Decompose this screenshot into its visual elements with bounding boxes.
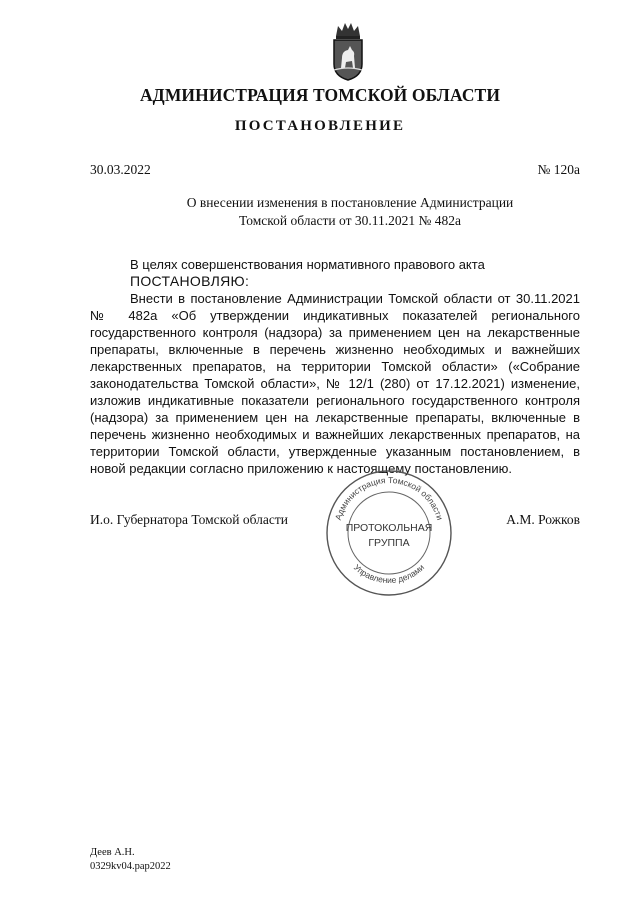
stamp-center-line: ПРОТОКОЛЬНАЯ <box>345 522 433 534</box>
document-body <box>90 256 580 477</box>
official-stamp <box>324 468 454 598</box>
document-footer <box>90 846 171 874</box>
document-number: № 120а <box>537 162 580 177</box>
subject-line: Томской области от 30.11.2021 № 482а <box>239 213 461 228</box>
coat-of-arms-icon <box>328 20 368 84</box>
stamp-center-line: ГРУППА <box>368 537 410 549</box>
decree-word: ПОСТАНОВЛЯЮ: <box>130 273 250 289</box>
intro-paragraph: В целях совершенствования нормативного правового акта <box>130 257 485 272</box>
svg-text:Администрация Томской области <box>333 475 445 522</box>
document-date: 30.03.2022 <box>90 162 151 177</box>
signatory-role: И.о. Губернатора Томской области <box>90 512 288 527</box>
file-reference: 0329kv04.pap2022 <box>90 861 171 872</box>
document-subject <box>150 194 550 230</box>
organization-title: АДМИНИСТРАЦИЯ ТОМСКОЙ ОБЛАСТИ <box>139 85 501 105</box>
resolution-paragraph: Внести в постановление Администрации Томской области от 30.11.2021 № 482а «Об утверждении индикативных показателей регионального государственного контроля (надзора) за применением цен на лекарственные препараты, включенные в перечень жизненно необходимых и важнейших лекарственных препаратов, на территории Томской области» («Собрание законодательства Томской области», № 12/1 (280) от 17.12.2021) изменение, изложив индикативные показатели регионального государственного контроля (надзора) за применением цен на лекарственные препараты, включенные в перечень жизненно необходимых и важнейших лекарственных препаратов, на территории Томской области, утвержденные указанным постановлением, в новой редакции согласно приложению к настоящему постановлению. <box>90 291 580 476</box>
subject-line: О внесении изменения в постановление Администрации <box>186 195 514 210</box>
stamp-bottom-text: Управление делами <box>351 562 427 586</box>
stamp-ring-text: Администрация Томской области <box>332 474 446 522</box>
document-type: ПОСТАНОВЛЕНИЕ <box>234 118 406 134</box>
executor-name: Деев А.Н. <box>90 847 135 858</box>
signatory-name: А.М. Рожков <box>506 512 580 527</box>
